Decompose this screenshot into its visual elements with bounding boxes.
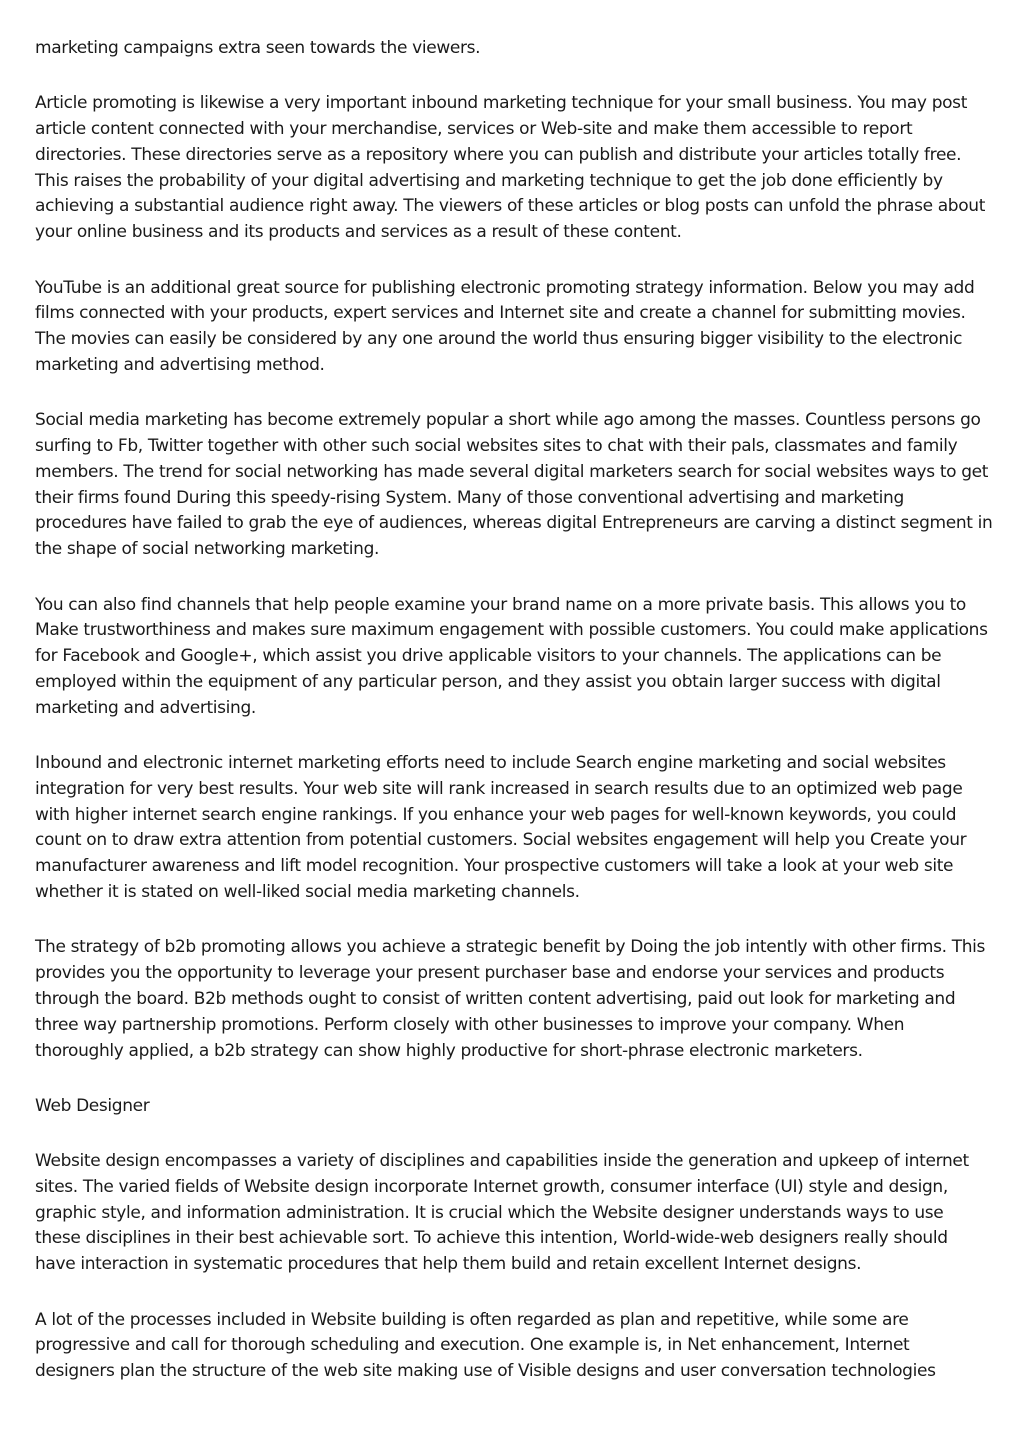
paragraph-social-media: Social media marketing has become extremely popular a short while ago among the masses. Countless persons go surfing to Fb, Twitter together with other such social websites sites to chat with their pals, classmates and family members. The trend for social networking has made several digital marketers search for social websites ways to get their firms found During this speedy-rising System. Many of those conventional advertising and marketing procedures have failed to grab the eye of audiences, whereas digital Entrepreneurs are carving a distinct segment in the shape of social networking marketing. <box>35 410 993 560</box>
paragraph-processes: A lot of the processes included in Website building is often regarded as plan and repetitive, while some are progressive and call for thorough scheduling and execution. One example is, in Net enhancement, Internet designers plan the structure of the web site making use of Visible designs and user conversation technologies <box>35 1309 936 1382</box>
paragraph-article-promoting: Article promoting is likewise a very important inbound marketing technique for your small business. You may post article content connected with your merchandise, services or Web-site and make them accessible to report directories. These directories serve as a repository where you can publish and distribute your articles totally free. This raises the probability of your digital advertising and marketing technique to get the job done efficiently by achieving a substantial audience right away. The viewers of these articles or blog posts can unfold the phrase about your online business and its products and services as a result of these content. <box>35 93 986 243</box>
paragraph-intro-continuation: marketing campaigns extra seen towards the viewers. <box>35 38 481 58</box>
document-body <box>35 36 993 1385</box>
paragraph-website-design: Website design encompasses a variety of disciplines and capabilities inside the generation and upkeep of internet sites. The varied fields of Website design incorporate Internet growth, consumer interface (UI) style and design, graphic style, and information administration. It is crucial which the Website designer understands ways to use these disciplines in their best achievable sort. To achieve this intention, World-wide-web designers really should have interaction in systematic procedures that help them build and retain excellent Internet designs. <box>35 1151 969 1275</box>
paragraph-channels: You can also find channels that help people examine your brand name on a more private basis. This allows you to Make trustworthiness and makes sure maximum engagement with possible customers. You could make applications for Facebook and Google+, which assist you drive applicable visitors to your channels. The applications can be employed within the equipment of any particular person, and they assist you obtain larger success with digital marketing and advertising. <box>35 594 988 718</box>
section-heading-web-designer: Web Designer <box>35 1095 150 1116</box>
paragraph-inbound-electronic: Inbound and electronic internet marketing efforts need to include Search engine marketing and social websites integration for very best results. Your web site will rank increased in search results due to an optimized web page with higher internet search engine rankings. If you enhance your web pages for well-known keywords, you could count on to draw extra attention from potential customers. Social websites engagement will help you Create your manufacturer awareness and lift model recognition. Your prospective customers will take a look at your web site whether it is stated on well-liked social media marketing channels. <box>35 753 967 903</box>
paragraph-youtube: YouTube is an additional great source for publishing electronic promoting strategy information. Below you may add films connected with your products, expert services and Internet site and create a channel for submitting movies. The movies can easily be considered by any one around the world thus ensuring bigger visibility to the electronic marketing and advertising method. <box>35 277 975 375</box>
paragraph-b2b-strategy: The strategy of b2b promoting allows you achieve a strategic benefit by Doing the job intently with other firms. This provides you the opportunity to leverage your present purchaser base and endorse your services and products through the board. B2b methods ought to consist of written content advertising, paid out look for marketing and three way partnership promotions. Perform closely with other businesses to improve your company. When thoroughly applied, a b2b strategy can show highly productive for short-phrase electronic marketers. <box>35 937 986 1061</box>
